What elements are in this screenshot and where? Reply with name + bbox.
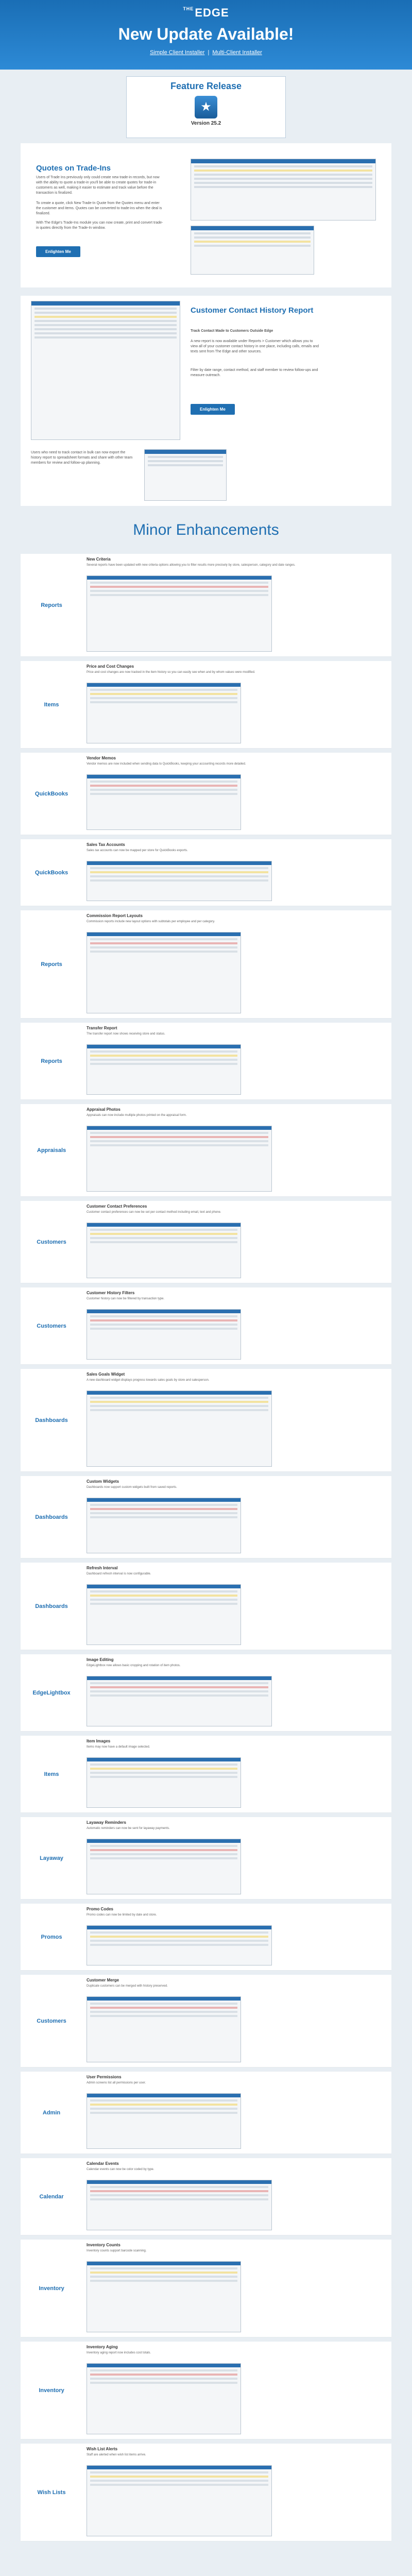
enhancement-item	[21, 2158, 391, 2235]
enhancement-title: Image Editing	[87, 1657, 114, 1662]
enhancement-description: Appraisals can now include multiple photos printed on the appraisal form.	[87, 1114, 187, 1117]
enhancement-label: QuickBooks	[35, 790, 68, 797]
enhancement-title: Customer Contact Preferences	[87, 1204, 147, 1209]
enhancement-item	[21, 661, 391, 749]
enhancement-label: Inventory	[39, 2285, 64, 2292]
enhancement-label: Inventory	[39, 2387, 64, 2394]
enhancement-item	[21, 1369, 391, 1472]
enhancement-item	[21, 2342, 391, 2439]
enhancement-label: Items	[44, 1771, 59, 1777]
enhancement-title: Item Images	[87, 1739, 111, 1743]
enhancement-screenshot	[87, 2465, 272, 2536]
enhancement-item	[21, 1104, 391, 1197]
enhancement-item	[21, 1476, 391, 1558]
trade-in-text-1: Users of Trade Ins previously only could create new trade-in records, but now with the ability to quote a trade-in you'll be able to create quotes for trade-in customers as well, making it easier to estimate and track value before the transaction is finalized.	[36, 176, 160, 195]
enhancement-screenshot	[87, 1925, 272, 1965]
enhancement-item	[21, 1904, 391, 1971]
header	[0, 0, 412, 70]
enhancement-screenshot	[87, 1498, 241, 1553]
contact-history-screenshot	[31, 301, 180, 440]
trade-in-text-2: To create a quote, click New Trade-In Quote from the Quotes menu and enter the customer and items. Quotes can be converted to trade-ins when the deal is finalized.	[36, 201, 162, 215]
enhancement-description: EdgeLightbox now allows basic cropping and rotation of item photos.	[87, 1664, 181, 1667]
update-title: New Update Available!	[118, 25, 294, 43]
enhancement-label: Customers	[37, 2018, 66, 2024]
enhancement-title: Customer History Filters	[87, 1291, 135, 1295]
enhancement-screenshot	[87, 861, 272, 901]
enhancement-title: User Permissions	[87, 2075, 122, 2079]
enhancement-description: Dashboards now support custom widgets built from saved reports.	[87, 1486, 177, 1489]
enhancement-label: Appraisals	[37, 1147, 66, 1154]
trade-in-screenshot	[191, 159, 376, 221]
enhancement-description: Commission reports include new layout options with subtotals per employee and per category.	[87, 920, 215, 923]
enhancement-title: Refresh Interval	[87, 1566, 118, 1570]
enhancement-screenshot	[87, 932, 241, 1013]
enhancement-label: Layaway	[40, 1855, 63, 1861]
enhancement-screenshot	[87, 1044, 241, 1095]
enhancement-title: Promo Codes	[87, 1907, 114, 1911]
enhancement-title: Price and Cost Changes	[87, 664, 134, 669]
enhancement-label: Customers	[37, 1323, 66, 1329]
enhancement-description: Staff are alerted when wish list items arrive.	[87, 2453, 146, 2456]
contact-history-extra	[21, 445, 391, 506]
enhancement-screenshot	[87, 1839, 241, 1894]
enhancement-screenshot	[87, 1309, 241, 1360]
trade-in-feature	[21, 143, 391, 287]
enhancement-item	[21, 839, 391, 906]
enhancement-description: Customer history can now be filtered by transaction type.	[87, 1297, 165, 1300]
feature-banner	[126, 76, 286, 138]
enhancement-item	[21, 1023, 391, 1100]
enhancement-item	[21, 2072, 391, 2154]
enhancement-title: Vendor Memos	[87, 756, 116, 760]
enhancement-screenshot	[87, 683, 241, 743]
contact-history-enlighten-button[interactable]: Enlighten Me	[191, 404, 235, 415]
trade-in-screenshot-2	[191, 226, 314, 275]
enhancement-description: Vendor memos are now included when sending data to QuickBooks, keeping your accounting records more detailed.	[87, 762, 246, 766]
enhancement-description: Several reports have been updated with new criteria options allowing you to filter results more precisely by store, salesperson, category and date ranges.	[87, 564, 296, 567]
contact-history-extra-text: Users who need to track contact in bulk can now export the history report to spreadsheet formats and share with other team members for review and follow-up planning.	[31, 451, 133, 465]
enhancement-description: Inventory counts support barcode scanning.	[87, 2249, 147, 2252]
contact-history-feature	[21, 296, 391, 445]
enhancement-item	[21, 2444, 391, 2541]
enhancement-title: New Criteria	[87, 557, 111, 562]
enhancement-label: QuickBooks	[35, 869, 68, 876]
minor-enhancements-title: Minor Enhancements	[133, 521, 279, 538]
simple-installer-link[interactable]: Simple Client Installer	[150, 49, 205, 56]
enhancement-description: The transfer report now shows receiving store and status.	[87, 1032, 165, 1036]
enhancement-description: Promo codes can now be limited by date and store.	[87, 1913, 157, 1917]
contact-history-screenshot-2	[144, 449, 227, 501]
enhancement-screenshot	[87, 2261, 241, 2332]
enhancement-title: Sales Tax Accounts	[87, 842, 125, 847]
enhancement-screenshot	[87, 2093, 241, 2149]
enhancement-title: Appraisal Photos	[87, 1107, 121, 1112]
enhancement-label: Reports	[41, 1058, 62, 1064]
enhancement-description: Price and cost changes are now tracked in the item history so you can easily see when and by whom values were modified.	[87, 671, 255, 674]
enhancement-screenshot	[87, 2363, 241, 2434]
installer-links: Simple Client Installer | Multi-Client Installer	[150, 49, 262, 56]
enhancement-title: Layaway Reminders	[87, 1820, 126, 1825]
enhancement-item	[21, 2240, 391, 2337]
enhancement-description: Customer contact preferences can now be set per contact method including email, text and phone.	[87, 1211, 221, 1214]
edge-logo: $^{THE}$EDGE	[183, 6, 229, 19]
enhancement-label: Dashboards	[35, 1603, 68, 1609]
enhancement-description: Items may now have a default image selected.	[87, 1745, 150, 1749]
enhancement-label: Wish Lists	[37, 2489, 66, 2496]
enhancement-item	[21, 1201, 391, 1283]
contact-history-text-2: Filter by date range, contact method, and staff member to review follow-ups and measure outreach.	[191, 368, 318, 377]
enhancement-title: Wish List Alerts	[87, 2447, 118, 2451]
enhancement-label: Reports	[41, 961, 62, 968]
enhancement-title: Inventory Counts	[87, 2243, 121, 2247]
enhancement-description: A new dashboard widget displays progress towards sales goals by store and salesperson.	[87, 1379, 210, 1382]
enhancement-screenshot	[87, 1996, 241, 2062]
enhancement-item	[21, 1654, 391, 1732]
enhancement-label: Promos	[41, 1934, 62, 1940]
enhancement-description: Inventory aging report now includes cost totals.	[87, 2351, 151, 2354]
banner-version: Version 25.2	[191, 121, 221, 126]
enhancement-title: Commission Report Layouts	[87, 913, 143, 918]
enhancement-screenshot	[87, 2180, 272, 2230]
enhancement-item	[21, 1736, 391, 1813]
enhancement-label: Admin	[42, 2109, 61, 2116]
trade-in-title: Quotes on Trade-Ins	[36, 164, 111, 173]
enhancement-screenshot	[87, 575, 272, 652]
enhancement-screenshot	[87, 1584, 241, 1645]
trade-in-text-3: With The Edge's Trade-Ins module you can now create, print and convert trade-in quotes directly from the Trade-In window.	[36, 221, 163, 230]
enhancement-item	[21, 1563, 391, 1650]
banner-title: Feature Release	[170, 81, 242, 91]
enhancement-description: Calendar events can now be color coded by type.	[87, 2168, 154, 2171]
enhancement-label: Items	[44, 701, 59, 708]
contact-history-title: Customer Contact History Report	[191, 306, 314, 315]
enhancement-screenshot	[87, 774, 241, 830]
enhancement-item	[21, 554, 391, 657]
enhancement-title: Calendar Events	[87, 2161, 119, 2166]
enhancement-screenshot	[87, 1757, 241, 1808]
enhancement-screenshot	[87, 1126, 272, 1192]
enhancement-label: Customers	[37, 1239, 66, 1245]
enhancement-description: Sales tax accounts can now be mapped per store for QuickBooks exports.	[87, 849, 188, 852]
enhancement-description: Admin screens list all permissions per user.	[87, 2081, 146, 2084]
enhancement-screenshot	[87, 1676, 272, 1726]
enhancement-item	[21, 910, 391, 1019]
enhancement-item	[21, 1817, 391, 1900]
enhancement-label: EdgeLightbox	[32, 1689, 71, 1696]
enhancement-title: Inventory Aging	[87, 2345, 118, 2349]
shield-icon: ★	[195, 96, 217, 118]
contact-history-text-1: A new report is now available under Reports > Customer which allows you to view all of your customer contact history in one place, including calls, emails and texts sent from The Edge and other sources.	[191, 340, 319, 353]
enhancement-item	[21, 753, 391, 835]
enhancement-label: Dashboards	[35, 1514, 68, 1520]
multi-installer-link[interactable]: Multi-Client Installer	[212, 49, 262, 56]
enhancement-screenshot	[87, 1391, 272, 1467]
enhancement-label: Calendar	[39, 2193, 64, 2200]
enhancement-title: Transfer Report	[87, 1026, 117, 1030]
enhancement-title: Customer Merge	[87, 1978, 119, 1982]
enhancement-description: Dashboard refresh interval is now configurable.	[87, 1572, 151, 1575]
enhancement-screenshot	[87, 1223, 241, 1278]
enhancement-label: Reports	[41, 602, 62, 608]
enhancement-title: Sales Goals Widget	[87, 1372, 125, 1377]
enhancement-label: Dashboards	[35, 1417, 68, 1423]
contact-history-subtitle: Track Contact Made to Customers Outside Edge	[191, 329, 273, 333]
enhancement-item	[21, 1287, 391, 1365]
enhancement-item	[21, 1975, 391, 2067]
enhancement-title: Custom Widgets	[87, 1479, 119, 1484]
trade-in-enlighten-button[interactable]: Enlighten Me	[36, 246, 80, 257]
enhancement-description: Duplicate customers can be merged with history preserved.	[87, 1985, 168, 1988]
enhancement-description: Automatic reminders can now be sent for layaway payments.	[87, 1827, 170, 1830]
